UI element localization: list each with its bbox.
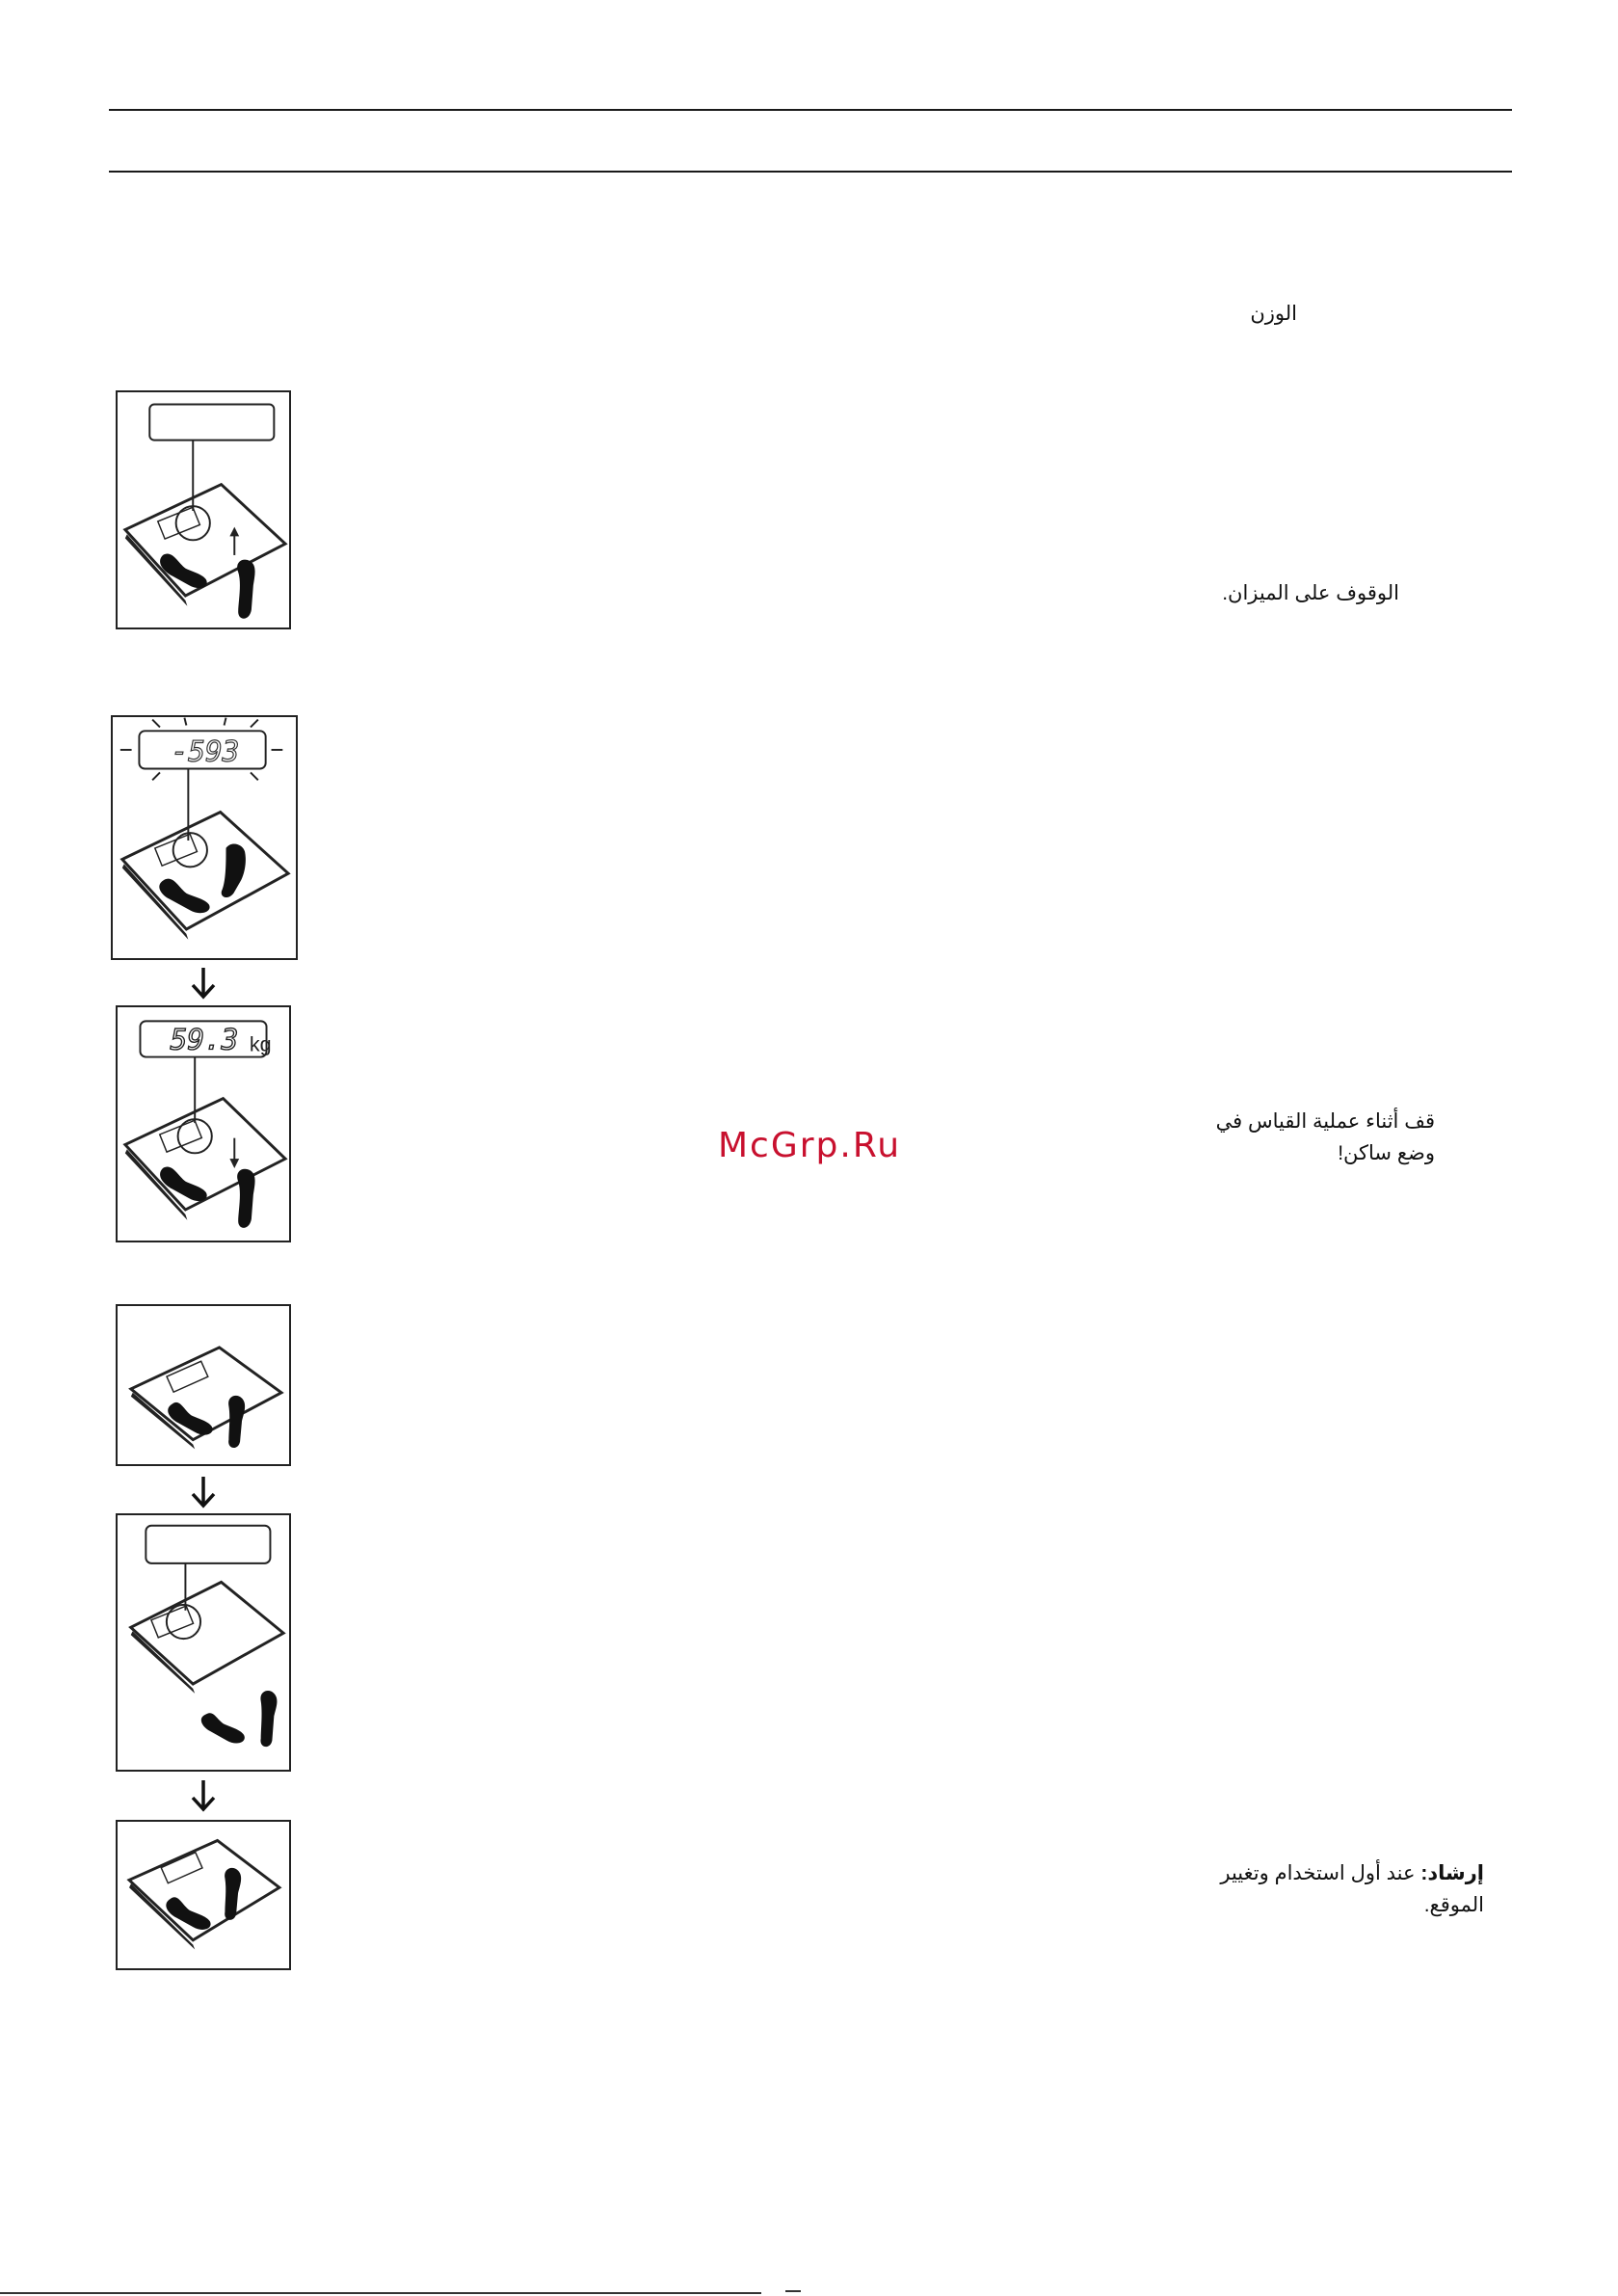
- figure-final-reading: [116, 1005, 291, 1242]
- hint-text-1: عند أول استخدام وتغيير: [1220, 1862, 1416, 1884]
- figure-scale-with-feet-final: [116, 1820, 291, 1970]
- bottom-tick: [785, 2290, 801, 2292]
- top-rule: [109, 109, 1512, 111]
- hint-text-line1: [1220, 1858, 1484, 1889]
- down-arrow-icon-2: [189, 1475, 218, 1509]
- figure-scale-with-feet: [116, 1304, 291, 1466]
- hint-label: إرشاد:: [1420, 1862, 1484, 1884]
- step-on-text: الوقوف على الميزان.: [1222, 582, 1399, 604]
- hint-text-line2: الموقع.: [1423, 1894, 1484, 1916]
- section-heading-weight: الوزن: [1250, 303, 1297, 325]
- down-arrow-icon-3: [189, 1778, 218, 1813]
- final-display-unit: kg: [249, 1032, 272, 1056]
- final-display-value: 59.3: [170, 1023, 239, 1056]
- stand-still-text-line1: قف أثناء عملية القياس في: [1215, 1110, 1435, 1133]
- figure-feet-off-scale: [116, 1513, 291, 1772]
- watermark: McGrp.Ru: [718, 1126, 902, 1165]
- down-arrow-icon: [189, 966, 218, 1001]
- second-rule: [109, 171, 1512, 173]
- stand-still-text-line2: وضع ساكن!: [1338, 1142, 1435, 1164]
- figure-blinking-display: [111, 715, 298, 960]
- figure-step-on-scale: [116, 390, 291, 629]
- bottom-rule: [0, 2292, 761, 2294]
- blinking-display-value: -593: [171, 734, 240, 768]
